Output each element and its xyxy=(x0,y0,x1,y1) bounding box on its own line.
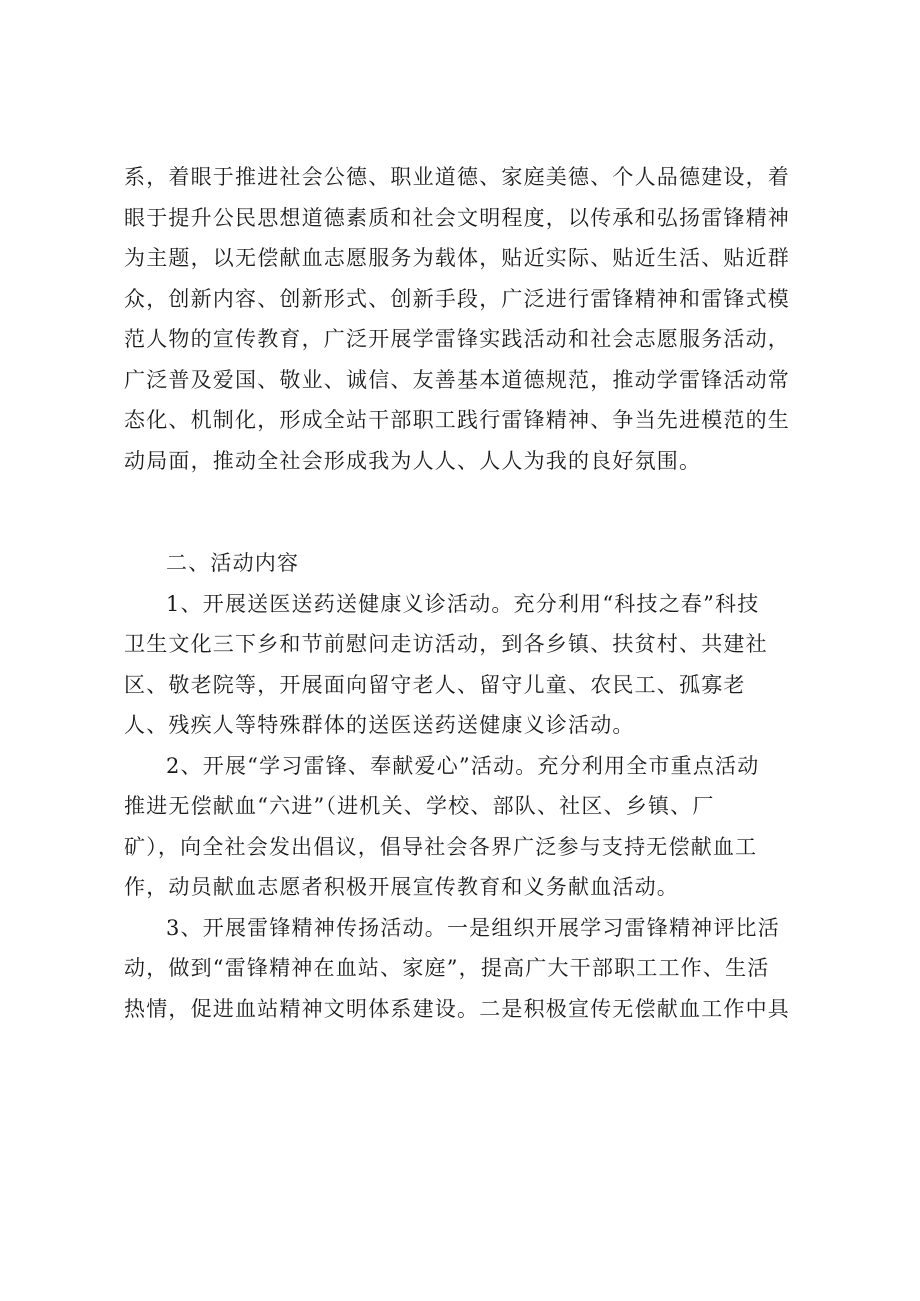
intro-paragraph xyxy=(124,157,824,481)
paragraph-line: 1、开展送医送药送健康义诊活动。充分利用“科技之春”科技 xyxy=(166,591,760,616)
paragraph-line: 推进无偿献血“六进”（进机关、学校、部队、社区、乡镇、厂 xyxy=(124,794,715,818)
paragraph-line: 为主题，以无偿献血志愿服务为载体，贴近实际、贴近生活、贴近群 xyxy=(124,246,790,270)
paragraph-line: 3、开展雷锋精神传扬活动。一是组织开展学习雷锋精神评比活 xyxy=(166,915,780,940)
paragraph-line: 众，创新内容、创新形式、创新手段，广泛进行雷锋精神和雷锋式模 xyxy=(124,286,790,311)
activity-content xyxy=(124,543,824,1029)
paragraph-line: 区、敬老院等，开展面向留守老人、留守儿童、农民工、孤寡老 xyxy=(124,672,746,697)
paragraph-line: 人、残疾人等特殊群体的送医送药送健康义诊活动。 xyxy=(124,713,635,737)
activity-item-2 xyxy=(124,746,824,908)
paragraph-line: 2、开展“学习雷锋、奉献爱心”活动。充分利用全市重点活动 xyxy=(166,753,760,778)
paragraph-line: 热情，促进血站精神文明体系建设。二是积极宣传无偿献血工作中具 xyxy=(124,996,790,1021)
paragraph-line: 矿），向全社会发出倡议，倡导社会各界广泛参与支持无偿献血工 xyxy=(124,834,758,859)
activity-item-1 xyxy=(124,584,824,746)
paragraph-line: 系，着眼于推进社会公德、职业道德、家庭美德、个人品德建设，着 xyxy=(124,165,790,189)
paragraph-line: 卫生文化三下乡和节前慰问走访活动，到各乡镇、扶贫村、共建社 xyxy=(124,632,768,656)
paragraph-line: 动局面，推动全社会形成我为人人、人人为我的良好氛围。 xyxy=(124,448,702,473)
paragraph-line: 动，做到“雷锋精神在血站、家庭”，提高广大干部职工工作、生活 xyxy=(124,956,770,980)
paragraph-line: 范人物的宣传教育，广泛开展学雷锋实践活动和社会志愿服务活动， xyxy=(124,327,790,351)
section-heading: 二、活动内容 xyxy=(166,551,300,575)
paragraph-line: 作，动员献血志愿者积极开展宣传教育和义务献血活动。 xyxy=(124,875,679,899)
activity-item-3 xyxy=(124,908,824,1030)
paragraph-line: 态化、机制化，形成全站干部职工践行雷锋精神、争当先进模范的生 xyxy=(124,408,790,432)
paragraph-line: 眼于提升公民思想道德素质和社会文明程度，以传承和弘扬雷锋精神 xyxy=(124,205,790,230)
paragraph-line: 广泛普及爱国、敬业、诚信、友善基本道德规范，推动学雷锋活动常 xyxy=(124,367,790,392)
